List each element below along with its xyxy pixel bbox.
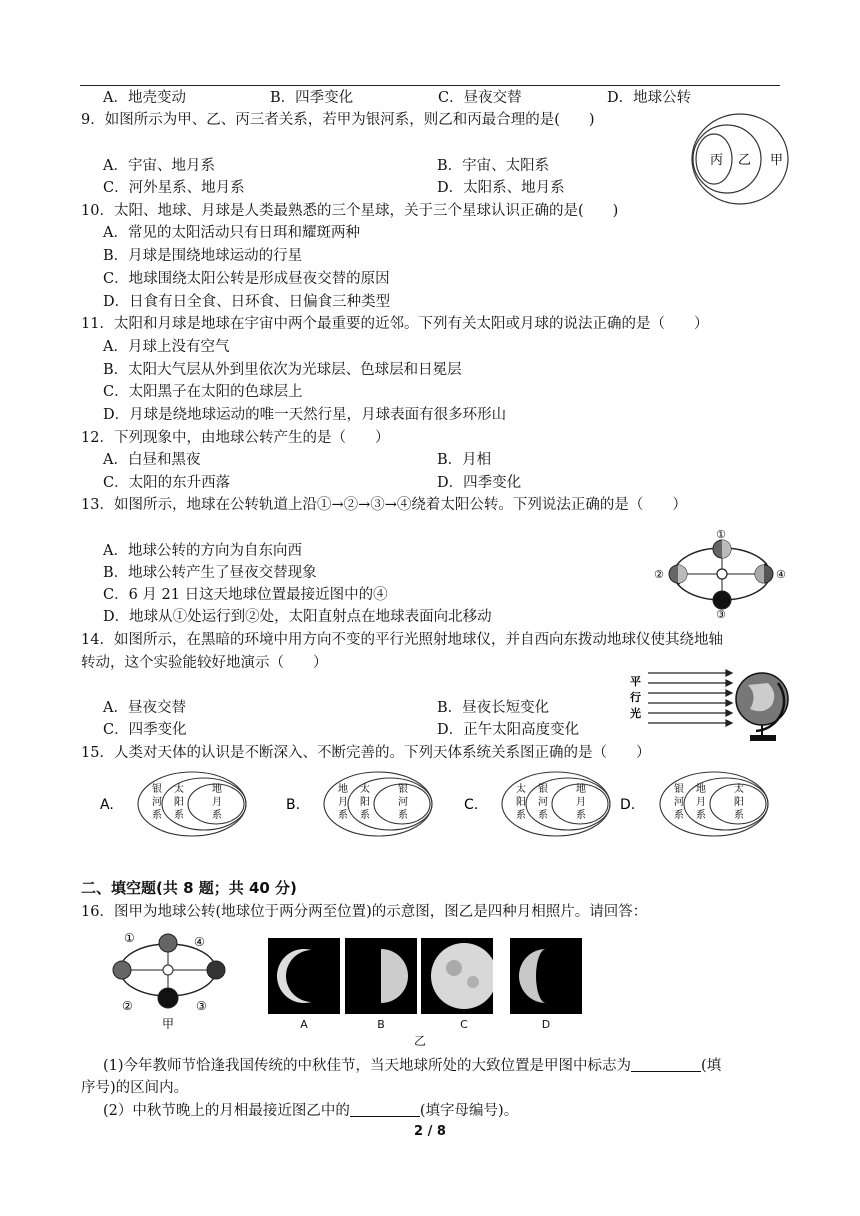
q11-option-a: A．月球上没有空气 (103, 339, 230, 355)
q16-part1-text-a: (1)今年教师节恰逢我国传统的中秋佳节，当天地球所处的大致位置是甲图中标志为 (103, 1058, 632, 1074)
q15-inner-label-1-2: 系 (398, 810, 408, 821)
q13-label-2: ② (654, 568, 664, 581)
q15-outer-label-0-2: 系 (152, 810, 162, 821)
q16-fig-jia-label: 甲 (162, 1017, 175, 1031)
q13-option-b: B．地球公转产生了昼夜交替现象 (103, 565, 317, 581)
q15-outer-label-2-2: 系 (516, 810, 526, 821)
q15-inner-label-1-1: 河 (398, 797, 408, 808)
q15-outer-label-3-1: 河 (674, 797, 684, 808)
q16-earth-right-icon (207, 961, 225, 979)
q13-earth-3-icon (713, 591, 731, 609)
q15-inner-label-2-0: 地 (576, 784, 586, 795)
q9-option-c: C．河外星系、地月系 (103, 180, 245, 196)
q13-option-d: D．地球从①处运行到②处，太阳直射点在地球表面向北移动 (103, 609, 492, 625)
moon-label-b: B (377, 1018, 385, 1031)
q15-mid-label-2-1: 河 (538, 797, 548, 808)
q15-inner-label-3-0: 太 (734, 784, 744, 795)
q12-option-b: B．月相 (437, 452, 492, 468)
q8-option-a: A．地壳变动 (103, 90, 186, 106)
q13-label-3: ③ (716, 608, 726, 621)
q9-middle-label: 乙 (738, 153, 752, 168)
q16-earth-left-icon (113, 961, 131, 979)
q12-option-c: C．太阳的东升西落 (103, 475, 231, 491)
q15-mid-label-1-0: 太 (360, 784, 370, 795)
q15-mid-label-1-2: 系 (360, 810, 370, 821)
q8-option-b: B．四季变化 (270, 90, 354, 106)
q14-parallel-light-figure (628, 665, 793, 745)
q15-mid-label-2-0: 银 (538, 784, 548, 795)
q15-option-letter-2: C. (464, 797, 479, 813)
moon-photo-a (268, 938, 340, 1014)
q16-jia-label-4: ④ (194, 935, 205, 949)
moon-photo-b (345, 938, 417, 1014)
q14-option-d: D．正午太阳高度变化 (437, 722, 580, 738)
q15-stem: 15．人类对天体的认识是不断深入、不断完善的。下列天体系统关系图正确的是（ ） (81, 745, 651, 761)
q16-jia-label-3: ③ (196, 999, 207, 1013)
q12-option-a: A．白昼和黑夜 (103, 452, 201, 468)
q11-option-d: D．月球是绕地球运动的唯一天然行星，月球表面有很多环形山 (103, 407, 507, 423)
q15-outer-label-0-1: 河 (152, 797, 162, 808)
q16-jia-label-2: ② (122, 999, 133, 1013)
q15-inner-label-3-1: 阳 (734, 797, 744, 808)
q13-option-c: C．6 月 21 日这天地球位置最接近图中的④ (103, 587, 388, 603)
q14-option-c: C．四季变化 (103, 722, 187, 738)
q8-option-d: D．地球公转 (607, 90, 692, 106)
q15-outer-label-2-0: 太 (516, 784, 526, 795)
q10-option-c: C．地球围绕太阳公转是形成昼夜交替的原因 (103, 271, 390, 287)
q15-mid-label-0-1: 阳 (174, 797, 184, 808)
moon-photo-c (421, 938, 493, 1014)
q15-inner-label-0-2: 系 (212, 810, 222, 821)
q14-label-xing: 行 (630, 691, 641, 704)
q14-stem-line2: 转动，这个实验能较好地演示（ ） (81, 655, 328, 671)
q16-fig-yi-label: 乙 (414, 1034, 427, 1048)
q13-sun-icon (717, 569, 727, 579)
moon-label-a: A (300, 1018, 308, 1031)
q16-earth-bottom-icon (158, 988, 178, 1008)
q12-stem: 12．下列现象中，由地球公转产生的是（ ） (81, 430, 390, 446)
q15-inner-label-2-2: 系 (576, 810, 586, 821)
q15-inner-label-0-1: 月 (212, 797, 222, 808)
q15-options-figure (100, 768, 800, 840)
q14-option-b: B．昼夜长短变化 (437, 700, 550, 716)
q13-label-4: ④ (776, 568, 786, 581)
q15-mid-label-3-2: 系 (696, 810, 706, 821)
q15-mid-label-3-0: 地 (696, 784, 706, 795)
q16-part2-blank[interactable] (350, 1102, 420, 1117)
q15-inner-label-1-0: 银 (398, 784, 408, 795)
q15-mid-label-1-1: 阳 (360, 797, 370, 808)
q14-label-ping: 平 (630, 675, 641, 688)
q16-jia-label-1: ① (124, 931, 135, 945)
q16-part1-line1 (103, 1056, 721, 1076)
q16-stem: 16．图甲为地球公转(地球位于两分两至位置)的示意图，图乙是四种月相照片。请回答： (81, 904, 648, 920)
q9-option-b: B．宇宙、太阳系 (437, 158, 550, 174)
q8-option-c: C．昼夜交替 (438, 90, 522, 106)
q9-inner-label: 丙 (710, 153, 724, 168)
q15-mid-label-3-1: 月 (696, 797, 706, 808)
q15-option-letter-3: D. (620, 797, 636, 813)
q15-outer-label-0-0: 银 (152, 784, 162, 795)
q15-outer-label-3-0: 银 (674, 784, 684, 795)
q9-option-d: D．太阳系、地月系 (437, 180, 565, 196)
q15-mid-label-0-2: 系 (174, 810, 184, 821)
q15-outer-label-1-0: 地 (338, 784, 348, 795)
moon-label-c: C (460, 1018, 468, 1031)
q15-outer-label-3-2: 系 (674, 810, 684, 821)
q13-label-1: ① (716, 528, 726, 541)
q13-stem: 13．如图所示，地球在公转轨道上沿①→②→③→④绕着太阳公转。下列说法正确的是（ ） (81, 497, 687, 513)
q10-stem: 10．太阳、地球、月球是人类最熟悉的三个星球，关于三个星球认识正确的是( ) (81, 203, 619, 219)
q15-outer-label-1-2: 系 (338, 810, 348, 821)
q15-inner-label-2-1: 月 (576, 797, 586, 808)
q13-orbit-figure (648, 526, 793, 620)
header-rule (80, 85, 780, 86)
q9-nested-circles-figure (690, 112, 790, 206)
q10-option-b: B．月球是围绕地球运动的行星 (103, 248, 303, 264)
q15-outer-label-1-1: 月 (338, 797, 348, 808)
moon-photo-d (510, 938, 582, 1014)
q9-option-a: A．宇宙、地月系 (103, 158, 215, 174)
q16-part1-text-b: (填 (701, 1058, 722, 1074)
q11-option-b: B．太阳大气层从外到里依次为光球层、色球层和日冕层 (103, 362, 462, 378)
q11-stem: 11．太阳和月球是地球在宇宙中两个最重要的近邻。下列有关太阳或月球的说法正确的是（ ） (81, 316, 709, 332)
q15-inner-label-0-0: 地 (212, 784, 222, 795)
q15-option-letter-0: A. (100, 797, 114, 813)
q15-mid-label-0-0: 太 (174, 784, 184, 795)
q16-part2-text-b: (填字母编号)。 (419, 1103, 519, 1119)
q16-fig-jia-orbit (108, 928, 236, 1031)
q16-part1-blank[interactable] (631, 1057, 701, 1072)
q10-option-a: A．常见的太阳活动只有日珥和耀斑两种 (103, 225, 360, 241)
moon-label-d: D (541, 1018, 551, 1031)
q16-part2-text-a: (2）中秋节晚上的月相最接近图乙中的 (103, 1103, 350, 1119)
q12-option-d: D．四季变化 (437, 475, 522, 491)
q14-label-guang: 光 (630, 707, 641, 720)
page-number: 2 / 8 (414, 1124, 446, 1139)
q16-sun-icon (163, 965, 173, 975)
q15-inner-label-3-2: 系 (734, 810, 744, 821)
q14-stem-line1: 14．如图所示，在黑暗的环境中用方向不变的平行光照射地球仪，并自西向东拨动地球仪使其绕地轴 (81, 632, 723, 648)
q15-outer-label-2-1: 阳 (516, 797, 526, 808)
q10-option-d: D．日食有日全食、日环食、日偏食三种类型 (103, 294, 391, 310)
q14-option-a: A．昼夜交替 (103, 700, 186, 716)
q15-option-letter-1: B. (286, 797, 301, 813)
q16-part2-line (103, 1101, 518, 1121)
q11-option-c: C．太阳黑子在太阳的色球层上 (103, 384, 303, 400)
q9-stem: 9．如图所示为甲、乙、丙三者关系，若甲为银河系，则乙和丙最合理的是( ) (81, 112, 595, 128)
q16-earth-top-icon (159, 934, 177, 952)
q13-option-a: A．地球公转的方向为自东向西 (103, 543, 302, 559)
section-title-fill-in: 二、填空题(共 8 题；共 40 分) (81, 879, 297, 897)
q15-mid-label-2-2: 系 (538, 810, 548, 821)
q16-part1-line2: 序号)的区间内。 (81, 1080, 189, 1096)
q9-outer-label: 甲 (770, 153, 784, 168)
